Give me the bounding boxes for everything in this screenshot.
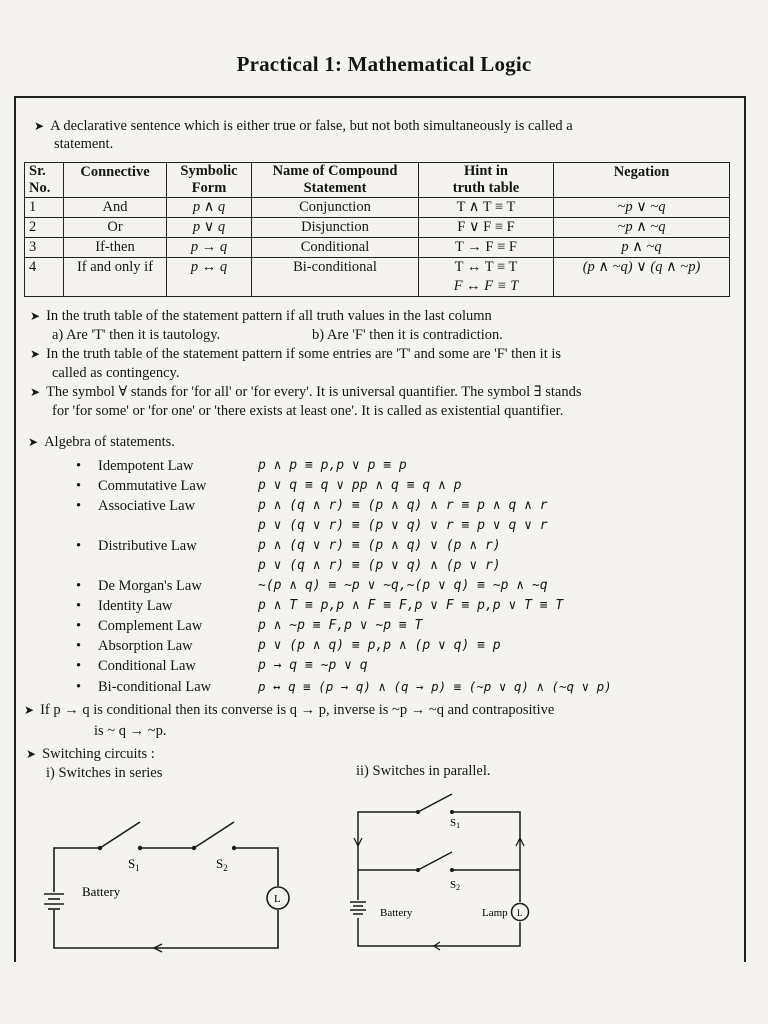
law-expression: p ↔ q ≡ (p → q) ∧ (q → p) ≡ (~p ∨ q) ∧ (~q ∨ p) (258, 679, 612, 694)
arrow-bullet-icon: ➤ (34, 119, 45, 133)
parallel-wire-bottom (358, 918, 520, 946)
intro-line-1: ➤ A declarative sentence which is either true or false, but not both simultaneously is called a (34, 118, 573, 134)
switch-s1-blade (100, 822, 140, 848)
header-connective: Connective (64, 163, 167, 198)
cell-symbolic: p ∧ q (167, 198, 252, 218)
quantifier-note-line-2: for 'for some' or 'for one' or 'there exists at least one'. It is called as existential quantifier. (52, 403, 564, 419)
cell-name: Disjunction (252, 218, 419, 238)
arrow-bullet-icon: ➤ (30, 385, 41, 399)
header-sr: Sr. No. (25, 163, 64, 198)
cell-sr: 1 (25, 198, 64, 218)
algebra-heading: ➤ Algebra of statements. (28, 434, 175, 450)
switching-heading: ➤ Switching circuits : (26, 746, 155, 762)
law-expression-continued: p ∨ (q ∧ r) ≡ (p ∨ q) ∧ (p ∨ r) (258, 558, 501, 573)
switch-s1-label: $S_1$ (128, 856, 140, 873)
tautology-note: ➤ In the truth table of the statement pattern if all truth values in the last column (30, 308, 492, 324)
cell-connective: And (64, 198, 167, 218)
law-expression: p ∧ (q ∨ r) ≡ (p ∧ q) ∨ (p ∧ r) (258, 538, 501, 553)
cell-name: Conditional (252, 238, 419, 258)
arrow-bullet-icon: ➤ (24, 703, 35, 717)
law-expression: p ∧ ~p ≡ F,p ∨ ~p ≡ T (258, 618, 423, 633)
cell-symbolic: p ∨ q (167, 218, 252, 238)
table-row (25, 258, 730, 297)
law-expression-continued: p ∨ (q ∨ r) ≡ (p ∨ q) ∨ r ≡ p ∨ q ∨ r (258, 518, 548, 533)
law-name: Associative Law (98, 498, 196, 514)
law-name: Bi-conditional Law (98, 679, 212, 695)
law-name: Commutative Law (98, 478, 207, 494)
page-title: Practical 1: Mathematical Logic (236, 52, 532, 76)
header-hint: Hint in truth table (419, 163, 554, 198)
battery-label: Battery (380, 907, 413, 919)
parallel-wire-left (358, 812, 418, 900)
cell-sr: 3 (25, 238, 64, 258)
law-expression: p ∨ (p ∧ q) ≡ p,p ∧ (p ∨ q) ≡ p (258, 638, 501, 653)
law-expression: p ∧ T ≡ p,p ∧ F ≡ F,p ∨ F ≡ p,p ∨ T ≡ T (258, 598, 564, 613)
cell-symbolic: p ↔ q (167, 258, 252, 297)
battery-label: Battery (82, 884, 121, 899)
table-row (25, 198, 730, 218)
header-negation: Negation (554, 163, 730, 198)
table-row (25, 218, 730, 238)
quantifier-note: ➤ The symbol ∀ stands for 'for all' or 'for every'. It is universal quantifier. The symbol ∃ stands (30, 384, 582, 400)
law-expression: p ∧ (q ∧ r) ≡ (p ∧ q) ∧ r ≡ p ∧ q ∧ r (258, 498, 548, 513)
series-wire-top-right (234, 848, 278, 886)
table-header-row (25, 163, 730, 198)
connective-table (24, 162, 730, 297)
law-name: Idempotent Law (98, 458, 194, 474)
switch-s1-label: S1 (450, 817, 461, 830)
switch-s2-blade (194, 822, 234, 848)
lamp-label: Lamp (482, 907, 508, 919)
law-expression: p ∨ q ≡ q ∨ pp ∧ q ≡ q ∧ p (258, 478, 462, 493)
lamp-symbol-label: L (517, 908, 523, 918)
series-label: i) Switches in series (46, 765, 163, 781)
cell-negation: ~p ∨ ~q (554, 198, 730, 218)
arrow-bullet-icon: ➤ (30, 309, 41, 323)
contradiction-option-b: b) Are 'F' then it is contradiction. (312, 327, 503, 343)
law-expression: ~(p ∧ q) ≡ ~p ∨ ~q,~(p ∨ q) ≡ ~p ∧ ~q (258, 578, 548, 593)
law-name: Identity Law (98, 598, 173, 614)
header-symbolic: Symbolic Form (167, 163, 252, 198)
cell-hint: T ↔ T ≡ T F ↔ F ≡ T (419, 258, 554, 297)
switch-s2-label: $S_2$ (216, 856, 228, 873)
table-row (25, 238, 730, 258)
converse-note: ➤ If p → q is conditional then its converse is q → p, inverse is ~p → ~q and contrapositive (24, 702, 555, 718)
law-name: De Morgan's Law (98, 578, 202, 594)
tautology-option-a: a) Are 'T' then it is tautology. (52, 327, 221, 343)
parallel-label: ii) Switches in parallel. (356, 763, 491, 779)
law-name: Absorption Law (98, 638, 193, 654)
switch-s2-blade (418, 852, 452, 870)
law-name: Complement Law (98, 618, 203, 634)
converse-note-line-2: is ~ q → ~p. (94, 723, 167, 739)
cell-negation: p ∧ ~q (554, 238, 730, 258)
intro-line-2: statement. (54, 136, 114, 152)
switch-s2-label: S2 (450, 879, 461, 892)
cell-connective: Or (64, 218, 167, 238)
switch-s1-blade (418, 794, 452, 812)
arrow-bullet-icon: ➤ (26, 747, 37, 761)
cell-sr: 2 (25, 218, 64, 238)
cell-name: Bi-conditional (252, 258, 419, 297)
series-circuit-diagram (30, 810, 310, 960)
series-wire-bottom (54, 910, 278, 948)
cell-negation: ~p ∧ ~q (554, 218, 730, 238)
law-name: Distributive Law (98, 538, 197, 554)
law-expression: p ∧ p ≡ p,p ∨ p ≡ p (258, 458, 407, 473)
parallel-circuit-diagram (348, 790, 538, 960)
cell-negation: (p ∧ ~q) ∨ (q ∧ ~p) (554, 258, 730, 297)
cell-connective: If and only if (64, 258, 167, 297)
cell-hint: T → F ≡ F (419, 238, 554, 258)
arrow-bullet-icon: ➤ (28, 435, 39, 449)
law-name: Conditional Law (98, 658, 196, 674)
cell-hint: T ∧ T ≡ T (419, 198, 554, 218)
contingency-note-line-2: called as contingency. (52, 365, 180, 381)
header-name: Name of Compound Statement (252, 163, 419, 198)
arrow-bullet-icon: ➤ (30, 347, 41, 361)
cell-hint: F ∨ F ≡ F (419, 218, 554, 238)
lamp-label: L (274, 893, 281, 905)
contingency-note: ➤ In the truth table of the statement pattern if some entries are 'T' and some are 'F' then it is (30, 346, 562, 362)
cell-name: Conjunction (252, 198, 419, 218)
cell-sr: 4 (25, 258, 64, 297)
cell-connective: If-then (64, 238, 167, 258)
cell-symbolic: p → q (167, 238, 252, 258)
law-expression: p → q ≡ ~p ∨ q (258, 658, 368, 673)
parallel-wire-right (452, 812, 520, 902)
